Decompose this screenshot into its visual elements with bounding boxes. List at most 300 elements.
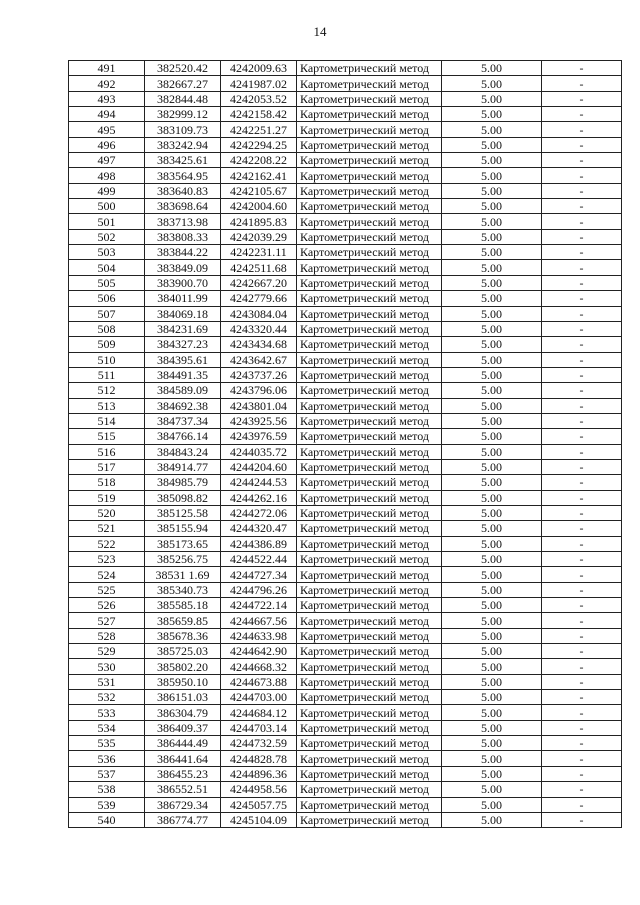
table-row [69, 736, 622, 751]
y-coordinate-cell: 4244684.12 [221, 705, 297, 720]
x-coordinate-cell: 385173.65 [145, 536, 221, 551]
note-cell: - [542, 76, 622, 91]
accuracy-cell: 5.00 [442, 245, 542, 260]
table-row [69, 459, 622, 474]
table-row [69, 705, 622, 720]
table-row [69, 122, 622, 137]
y-coordinate-cell: 4244668.32 [221, 659, 297, 674]
method-cell: Картометрический метод [297, 766, 442, 781]
x-coordinate-cell: 385125.58 [145, 505, 221, 520]
method-cell: Картометрический метод [297, 168, 442, 183]
accuracy-cell: 5.00 [442, 536, 542, 551]
x-coordinate-cell: 385256.75 [145, 552, 221, 567]
note-cell: - [542, 352, 622, 367]
table-row [69, 260, 622, 275]
y-coordinate-cell: 4244272.06 [221, 505, 297, 520]
table-row [69, 674, 622, 689]
note-cell: - [542, 275, 622, 290]
table-row [69, 398, 622, 413]
table-row [69, 183, 622, 198]
note-cell: - [542, 291, 622, 306]
x-coordinate-cell: 382844.48 [145, 91, 221, 106]
table-row [69, 690, 622, 705]
point-number-cell: 494 [69, 107, 145, 122]
table-row [69, 751, 622, 766]
accuracy-cell: 5.00 [442, 812, 542, 827]
y-coordinate-cell: 4242039.29 [221, 229, 297, 244]
y-coordinate-cell: 4244958.56 [221, 782, 297, 797]
note-cell: - [542, 245, 622, 260]
point-number-cell: 525 [69, 582, 145, 597]
y-coordinate-cell: 4244633.98 [221, 628, 297, 643]
point-number-cell: 521 [69, 521, 145, 536]
note-cell: - [542, 812, 622, 827]
method-cell: Картометрический метод [297, 137, 442, 152]
point-number-cell: 515 [69, 429, 145, 444]
note-cell: - [542, 521, 622, 536]
table-row [69, 153, 622, 168]
x-coordinate-cell: 385802.20 [145, 659, 221, 674]
method-cell: Картометрический метод [297, 736, 442, 751]
note-cell: - [542, 552, 622, 567]
note-cell: - [542, 659, 622, 674]
point-number-cell: 516 [69, 444, 145, 459]
point-number-cell: 514 [69, 413, 145, 428]
table-row [69, 107, 622, 122]
method-cell: Картометрический метод [297, 61, 442, 76]
note-cell: - [542, 153, 622, 168]
x-coordinate-cell: 383564.95 [145, 168, 221, 183]
point-number-cell: 522 [69, 536, 145, 551]
point-number-cell: 503 [69, 245, 145, 260]
x-coordinate-cell: 386455.23 [145, 766, 221, 781]
accuracy-cell: 5.00 [442, 383, 542, 398]
method-cell: Картометрический метод [297, 444, 442, 459]
table-row [69, 797, 622, 812]
note-cell: - [542, 398, 622, 413]
accuracy-cell: 5.00 [442, 521, 542, 536]
accuracy-cell: 5.00 [442, 413, 542, 428]
accuracy-cell: 5.00 [442, 153, 542, 168]
point-number-cell: 517 [69, 459, 145, 474]
point-number-cell: 496 [69, 137, 145, 152]
x-coordinate-cell: 383808.33 [145, 229, 221, 244]
x-coordinate-cell: 384737.34 [145, 413, 221, 428]
method-cell: Картометрический метод [297, 505, 442, 520]
y-coordinate-cell: 4242231.11 [221, 245, 297, 260]
note-cell: - [542, 505, 622, 520]
note-cell: - [542, 567, 622, 582]
y-coordinate-cell: 4243084.04 [221, 306, 297, 321]
note-cell: - [542, 459, 622, 474]
point-number-cell: 527 [69, 613, 145, 628]
note-cell: - [542, 122, 622, 137]
method-cell: Картометрический метод [297, 383, 442, 398]
coordinates-table [68, 60, 622, 828]
accuracy-cell: 5.00 [442, 782, 542, 797]
point-number-cell: 491 [69, 61, 145, 76]
table-body [69, 61, 622, 828]
accuracy-cell: 5.00 [442, 76, 542, 91]
point-number-cell: 502 [69, 229, 145, 244]
accuracy-cell: 5.00 [442, 398, 542, 413]
table-row [69, 567, 622, 582]
point-number-cell: 540 [69, 812, 145, 827]
x-coordinate-cell: 383900.70 [145, 275, 221, 290]
method-cell: Картометрический метод [297, 475, 442, 490]
y-coordinate-cell: 4245104.09 [221, 812, 297, 827]
x-coordinate-cell: 385340.73 [145, 582, 221, 597]
method-cell: Картометрический метод [297, 720, 442, 735]
y-coordinate-cell: 4242208.22 [221, 153, 297, 168]
point-number-cell: 508 [69, 321, 145, 336]
y-coordinate-cell: 4242162.41 [221, 168, 297, 183]
point-number-cell: 500 [69, 199, 145, 214]
method-cell: Картометрический метод [297, 122, 442, 137]
y-coordinate-cell: 4244386.89 [221, 536, 297, 551]
point-number-cell: 492 [69, 76, 145, 91]
note-cell: - [542, 628, 622, 643]
point-number-cell: 523 [69, 552, 145, 567]
x-coordinate-cell: 384692.38 [145, 398, 221, 413]
note-cell: - [542, 720, 622, 735]
y-coordinate-cell: 4243737.26 [221, 367, 297, 382]
table-row [69, 291, 622, 306]
accuracy-cell: 5.00 [442, 229, 542, 244]
method-cell: Картометрический метод [297, 536, 442, 551]
point-number-cell: 495 [69, 122, 145, 137]
x-coordinate-cell: 384491.35 [145, 367, 221, 382]
table-row [69, 413, 622, 428]
note-cell: - [542, 797, 622, 812]
point-number-cell: 512 [69, 383, 145, 398]
accuracy-cell: 5.00 [442, 214, 542, 229]
y-coordinate-cell: 4244732.59 [221, 736, 297, 751]
accuracy-cell: 5.00 [442, 567, 542, 582]
accuracy-cell: 5.00 [442, 475, 542, 490]
table-row [69, 275, 622, 290]
accuracy-cell: 5.00 [442, 613, 542, 628]
x-coordinate-cell: 384395.61 [145, 352, 221, 367]
point-number-cell: 531 [69, 674, 145, 689]
method-cell: Картометрический метод [297, 306, 442, 321]
x-coordinate-cell: 384327.23 [145, 337, 221, 352]
accuracy-cell: 5.00 [442, 736, 542, 751]
note-cell: - [542, 429, 622, 444]
x-coordinate-cell: 385585.18 [145, 598, 221, 613]
note-cell: - [542, 705, 622, 720]
accuracy-cell: 5.00 [442, 490, 542, 505]
table-row [69, 137, 622, 152]
note-cell: - [542, 306, 622, 321]
table-row [69, 306, 622, 321]
x-coordinate-cell: 385678.36 [145, 628, 221, 643]
y-coordinate-cell: 4242667.20 [221, 275, 297, 290]
x-coordinate-cell: 386444.49 [145, 736, 221, 751]
note-cell: - [542, 690, 622, 705]
method-cell: Картометрический метод [297, 797, 442, 812]
note-cell: - [542, 413, 622, 428]
table-row [69, 367, 622, 382]
method-cell: Картометрический метод [297, 413, 442, 428]
point-number-cell: 506 [69, 291, 145, 306]
table-row [69, 429, 622, 444]
table-row [69, 91, 622, 106]
accuracy-cell: 5.00 [442, 321, 542, 336]
table-row [69, 613, 622, 628]
note-cell: - [542, 183, 622, 198]
table-row [69, 766, 622, 781]
note-cell: - [542, 199, 622, 214]
point-number-cell: 498 [69, 168, 145, 183]
y-coordinate-cell: 4243801.04 [221, 398, 297, 413]
y-coordinate-cell: 4243434.68 [221, 337, 297, 352]
table-row [69, 598, 622, 613]
x-coordinate-cell: 384766.14 [145, 429, 221, 444]
point-number-cell: 505 [69, 275, 145, 290]
y-coordinate-cell: 4244522.44 [221, 552, 297, 567]
y-coordinate-cell: 4244727.34 [221, 567, 297, 582]
method-cell: Картометрический метод [297, 321, 442, 336]
note-cell: - [542, 383, 622, 398]
point-number-cell: 520 [69, 505, 145, 520]
y-coordinate-cell: 4244244.53 [221, 475, 297, 490]
table-row [69, 383, 622, 398]
point-number-cell: 530 [69, 659, 145, 674]
accuracy-cell: 5.00 [442, 260, 542, 275]
table-row [69, 199, 622, 214]
note-cell: - [542, 490, 622, 505]
point-number-cell: 538 [69, 782, 145, 797]
method-cell: Картометрический метод [297, 183, 442, 198]
method-cell: Картометрический метод [297, 674, 442, 689]
method-cell: Картометрический метод [297, 367, 442, 382]
x-coordinate-cell: 382667.27 [145, 76, 221, 91]
method-cell: Картометрический метод [297, 275, 442, 290]
accuracy-cell: 5.00 [442, 505, 542, 520]
note-cell: - [542, 214, 622, 229]
note-cell: - [542, 61, 622, 76]
table-row [69, 536, 622, 551]
x-coordinate-cell: 383698.64 [145, 199, 221, 214]
point-number-cell: 504 [69, 260, 145, 275]
point-number-cell: 507 [69, 306, 145, 321]
accuracy-cell: 5.00 [442, 444, 542, 459]
x-coordinate-cell: 385155.94 [145, 521, 221, 536]
note-cell: - [542, 137, 622, 152]
note-cell: - [542, 444, 622, 459]
y-coordinate-cell: 4241895.83 [221, 214, 297, 229]
table-row [69, 720, 622, 735]
accuracy-cell: 5.00 [442, 552, 542, 567]
accuracy-cell: 5.00 [442, 122, 542, 137]
note-cell: - [542, 751, 622, 766]
note-cell: - [542, 107, 622, 122]
accuracy-cell: 5.00 [442, 275, 542, 290]
accuracy-cell: 5.00 [442, 291, 542, 306]
accuracy-cell: 5.00 [442, 598, 542, 613]
y-coordinate-cell: 4244703.00 [221, 690, 297, 705]
x-coordinate-cell: 386441.64 [145, 751, 221, 766]
x-coordinate-cell: 383109.73 [145, 122, 221, 137]
point-number-cell: 536 [69, 751, 145, 766]
point-number-cell: 526 [69, 598, 145, 613]
accuracy-cell: 5.00 [442, 705, 542, 720]
x-coordinate-cell: 386409.37 [145, 720, 221, 735]
method-cell: Картометрический метод [297, 751, 442, 766]
x-coordinate-cell: 38531 1.69 [145, 567, 221, 582]
note-cell: - [542, 736, 622, 751]
y-coordinate-cell: 4243796.06 [221, 383, 297, 398]
x-coordinate-cell: 385725.03 [145, 644, 221, 659]
method-cell: Картометрический метод [297, 245, 442, 260]
accuracy-cell: 5.00 [442, 644, 542, 659]
table-row [69, 521, 622, 536]
y-coordinate-cell: 4244320.47 [221, 521, 297, 536]
method-cell: Картометрический метод [297, 705, 442, 720]
point-number-cell: 529 [69, 644, 145, 659]
method-cell: Картометрический метод [297, 459, 442, 474]
note-cell: - [542, 598, 622, 613]
method-cell: Картометрический метод [297, 812, 442, 827]
note-cell: - [542, 321, 622, 336]
y-coordinate-cell: 4244667.56 [221, 613, 297, 628]
y-coordinate-cell: 4242053.52 [221, 91, 297, 106]
y-coordinate-cell: 4242105.67 [221, 183, 297, 198]
point-number-cell: 524 [69, 567, 145, 582]
method-cell: Картометрический метод [297, 552, 442, 567]
accuracy-cell: 5.00 [442, 91, 542, 106]
x-coordinate-cell: 383640.83 [145, 183, 221, 198]
table-row [69, 168, 622, 183]
note-cell: - [542, 644, 622, 659]
y-coordinate-cell: 4244262.16 [221, 490, 297, 505]
y-coordinate-cell: 4243925.56 [221, 413, 297, 428]
accuracy-cell: 5.00 [442, 199, 542, 214]
x-coordinate-cell: 384011.99 [145, 291, 221, 306]
table-row [69, 812, 622, 827]
x-coordinate-cell: 383425.61 [145, 153, 221, 168]
y-coordinate-cell: 4243320.44 [221, 321, 297, 336]
x-coordinate-cell: 384069.18 [145, 306, 221, 321]
point-number-cell: 534 [69, 720, 145, 735]
note-cell: - [542, 782, 622, 797]
y-coordinate-cell: 4244828.78 [221, 751, 297, 766]
table-row [69, 245, 622, 260]
note-cell: - [542, 582, 622, 597]
y-coordinate-cell: 4244722.14 [221, 598, 297, 613]
table-row [69, 337, 622, 352]
x-coordinate-cell: 383849.09 [145, 260, 221, 275]
point-number-cell: 532 [69, 690, 145, 705]
table-row [69, 505, 622, 520]
accuracy-cell: 5.00 [442, 797, 542, 812]
y-coordinate-cell: 4244796.26 [221, 582, 297, 597]
note-cell: - [542, 168, 622, 183]
table-row [69, 444, 622, 459]
method-cell: Картометрический метод [297, 153, 442, 168]
accuracy-cell: 5.00 [442, 720, 542, 735]
note-cell: - [542, 475, 622, 490]
table-row [69, 229, 622, 244]
x-coordinate-cell: 384589.09 [145, 383, 221, 398]
accuracy-cell: 5.00 [442, 137, 542, 152]
method-cell: Картометрический метод [297, 429, 442, 444]
accuracy-cell: 5.00 [442, 352, 542, 367]
accuracy-cell: 5.00 [442, 628, 542, 643]
method-cell: Картометрический метод [297, 291, 442, 306]
method-cell: Картометрический метод [297, 659, 442, 674]
point-number-cell: 535 [69, 736, 145, 751]
y-coordinate-cell: 4242294.25 [221, 137, 297, 152]
note-cell: - [542, 367, 622, 382]
table-row [69, 644, 622, 659]
point-number-cell: 499 [69, 183, 145, 198]
method-cell: Картометрический метод [297, 613, 442, 628]
x-coordinate-cell: 386151.03 [145, 690, 221, 705]
point-number-cell: 537 [69, 766, 145, 781]
method-cell: Картометрический метод [297, 91, 442, 106]
method-cell: Картометрический метод [297, 598, 442, 613]
point-number-cell: 528 [69, 628, 145, 643]
y-coordinate-cell: 4245057.75 [221, 797, 297, 812]
method-cell: Картометрический метод [297, 521, 442, 536]
x-coordinate-cell: 383242.94 [145, 137, 221, 152]
table-row [69, 76, 622, 91]
y-coordinate-cell: 4244035.72 [221, 444, 297, 459]
method-cell: Картометрический метод [297, 199, 442, 214]
table-row [69, 214, 622, 229]
method-cell: Картометрический метод [297, 644, 442, 659]
x-coordinate-cell: 385950.10 [145, 674, 221, 689]
x-coordinate-cell: 382520.42 [145, 61, 221, 76]
method-cell: Картометрический метод [297, 690, 442, 705]
table-row [69, 552, 622, 567]
point-number-cell: 501 [69, 214, 145, 229]
point-number-cell: 519 [69, 490, 145, 505]
accuracy-cell: 5.00 [442, 766, 542, 781]
x-coordinate-cell: 383713.98 [145, 214, 221, 229]
accuracy-cell: 5.00 [442, 107, 542, 122]
accuracy-cell: 5.00 [442, 367, 542, 382]
method-cell: Картометрический метод [297, 398, 442, 413]
table-row [69, 582, 622, 597]
accuracy-cell: 5.00 [442, 674, 542, 689]
accuracy-cell: 5.00 [442, 659, 542, 674]
y-coordinate-cell: 4244896.36 [221, 766, 297, 781]
method-cell: Картометрический метод [297, 628, 442, 643]
y-coordinate-cell: 4242004.60 [221, 199, 297, 214]
note-cell: - [542, 613, 622, 628]
y-coordinate-cell: 4242511.68 [221, 260, 297, 275]
accuracy-cell: 5.00 [442, 168, 542, 183]
table-row [69, 61, 622, 76]
x-coordinate-cell: 386774.77 [145, 812, 221, 827]
x-coordinate-cell: 384231.69 [145, 321, 221, 336]
y-coordinate-cell: 4244204.60 [221, 459, 297, 474]
accuracy-cell: 5.00 [442, 582, 542, 597]
x-coordinate-cell: 385659.85 [145, 613, 221, 628]
note-cell: - [542, 229, 622, 244]
method-cell: Картометрический метод [297, 490, 442, 505]
accuracy-cell: 5.00 [442, 61, 542, 76]
y-coordinate-cell: 4241987.02 [221, 76, 297, 91]
note-cell: - [542, 337, 622, 352]
accuracy-cell: 5.00 [442, 306, 542, 321]
point-number-cell: 513 [69, 398, 145, 413]
table-row [69, 490, 622, 505]
method-cell: Картометрический метод [297, 782, 442, 797]
